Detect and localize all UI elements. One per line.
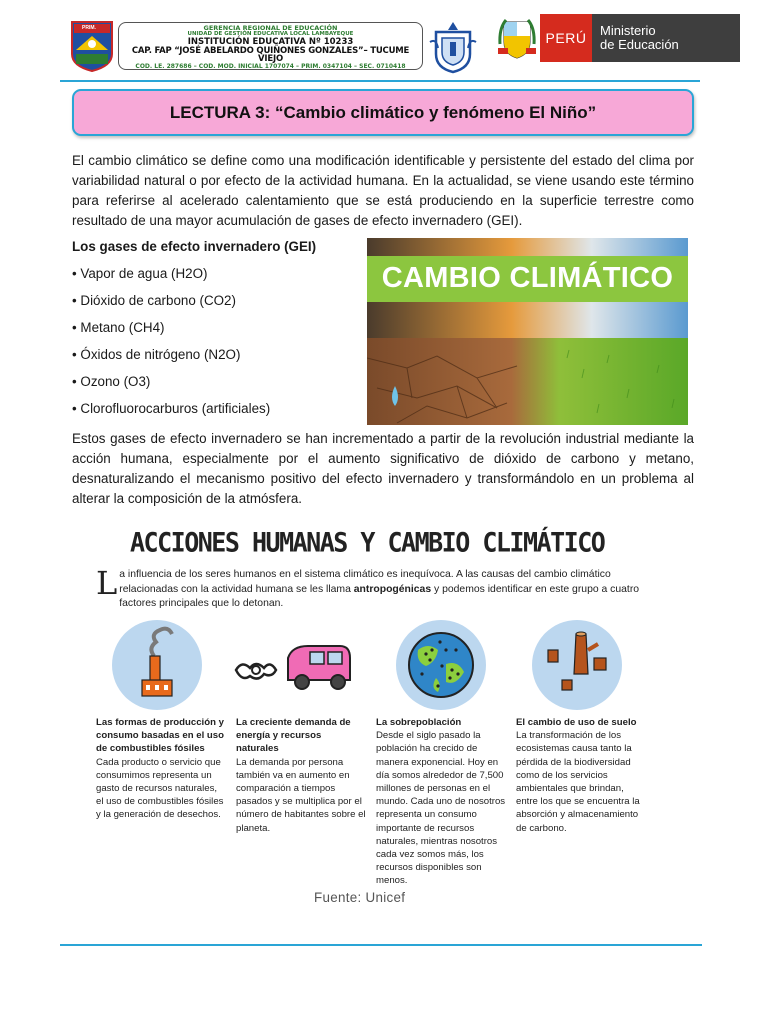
ministerio-label	[592, 14, 740, 62]
factor-heading: Las formas de producción y consumo basadas en el uso de combustibles fósiles	[96, 717, 224, 755]
peru-label: PERÚ	[540, 14, 592, 62]
car-pollution-icon	[228, 640, 356, 696]
list-item: • Dióxido de carbono (CO2)	[72, 293, 236, 308]
list-item: • Óxidos de nitrógeno (N2O)	[72, 347, 241, 362]
intro-text-bold: antropogénicas	[353, 583, 432, 595]
ministerio-line2: de Educación	[600, 37, 679, 52]
ministerio-line1: Ministerio	[600, 23, 656, 39]
list-item: • Metano (CH4)	[72, 320, 165, 335]
footer-divider	[60, 944, 702, 946]
factor-energy-demand	[236, 716, 366, 835]
factor-land-use	[516, 716, 646, 835]
header-divider	[60, 80, 700, 82]
school-logo-label: PRIM.	[82, 25, 96, 31]
list-item: • Vapor de agua (H2O)	[72, 266, 208, 281]
factor-text: La transformación de los ecosistemas causa tanto la pérdida de la biodiversidad como de los servicios ambientales que brindan, entre los que se encuentra la absorción y almacenamiento de carbono.	[516, 730, 640, 834]
gases-increase-paragraph: Estos gases de efecto invernadero se han incrementado a partir de la revolución industrial mediante la acción humana, especialmente por el aumento significativo de dióxido de carbono y metano, desnaturalizando el mecanismo positivo del efecto invernadero y transformándolo en un problema al alterar la composición de la atmósfera.	[72, 431, 694, 506]
crowded-globe-icon	[396, 620, 486, 710]
intro-text-before: a influencia de los seres humanos en el sistema climático es inequívoca. A las causas del cambio climático relacionadas con la actividad humana se les llama	[119, 569, 611, 595]
reading-title: LECTURA 3: “Cambio climático y fenómeno El Niño”	[72, 89, 694, 136]
factory-icon	[112, 620, 202, 710]
source-caption: Fuente: Unicef	[314, 890, 406, 905]
climate-change-image	[367, 238, 688, 425]
institucion-text: INSTITUCIÓN EDUCATIVA Nº 10233	[187, 36, 354, 47]
gases-list	[72, 264, 270, 426]
climate-image-caption: CAMBIO CLIMÁTICO	[381, 262, 674, 294]
factor-heading: El cambio de uso de suelo	[516, 717, 637, 728]
intro-text-after: y podemos identificar en este grupo a cuatro factores principales que lo detonan.	[119, 583, 640, 609]
peru-coat-of-arms	[498, 14, 536, 62]
gerencia-text: GERENCIA REGIONAL DE EDUCACIÓN	[203, 24, 338, 32]
factor-heading: La sobrepoblación	[376, 717, 462, 728]
tree-stumps-icon	[532, 620, 622, 710]
intro-dropcap: L	[96, 564, 118, 602]
institution-crest	[428, 20, 478, 74]
intro-paragraph: El cambio climático se define como una modificación identificable y persistente del estado del clima por variabilidad natural o por efecto de la actividad humana. En la actualidad, se viene usando este término para referirse al acelerado calentamiento que se está produciendo en la superficie terrestre como resultado de una mayor acumulación de gases de efecto invernadero (GEI).	[72, 153, 694, 228]
infographic-intro	[96, 564, 644, 612]
factor-overpopulation	[376, 716, 506, 888]
school-logo	[70, 20, 114, 72]
factor-text: La demanda por persona también va en aumento en comparación a tiempos pasados y se multiplica por el número de habitantes sobre el planeta.	[236, 756, 366, 834]
factor-text: Desde el siglo pasado la población ha crecido de manera exponencial. Hoy en día somos alrededor de 7,500 millones de personas en el mundo. Cada uno de nosotros representa un consumo importante de recursos naturales, mientras nosotros cada vez somos más, los recursos disponibles son menos.	[376, 730, 506, 887]
factor-heading: La creciente demanda de energía y recursos naturales	[236, 717, 351, 755]
factor-text: Cada producto o servicio que consumimos representa un gasto de recursos naturales, el uso de combustibles fósiles y la generación de desechos.	[96, 756, 224, 821]
cap-text: CAP. FAP “JOSÉ ABELARDO QUIÑONES GONZALES”– TUCUME VIEJO	[131, 45, 410, 65]
factor-fossil-fuels	[96, 716, 226, 822]
list-item: • Ozono (O3)	[72, 374, 151, 389]
school-header-box	[118, 22, 423, 70]
list-item: • Clorofluorocarburos (artificiales)	[72, 401, 271, 416]
infographic-title: ACCIONES HUMANAS Y CAMBIO CLIMÁTICO	[130, 526, 605, 559]
gases-heading: Los gases de efecto invernadero (GEI)	[72, 239, 317, 254]
unidad-text: UNIDAD DE GESTIÓN EDUCATIVA LOCAL LAMBAYEQUE	[187, 30, 354, 37]
codigos-text: COD. LE. 287686 – COD. MOD. INICIAL 1707074 – PRIM. 0347104 – SEC. 0710418	[135, 63, 406, 71]
